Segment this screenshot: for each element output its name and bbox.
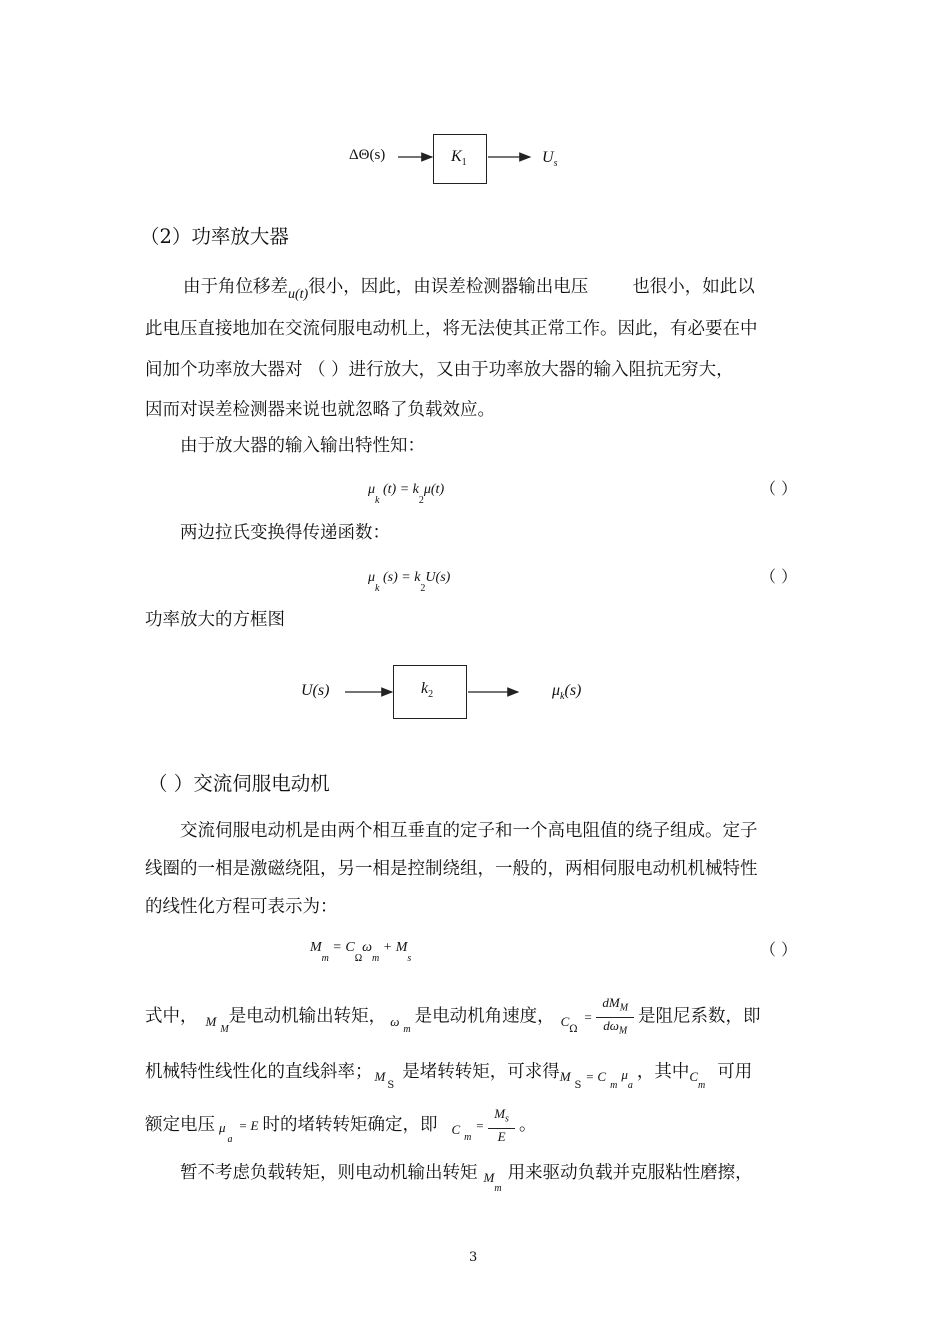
page-number: 3	[469, 1250, 478, 1265]
para1-line1: 由于角位移差$_{u(t)}$很小，因此，由误差检测器输出电压 也很小，如此以	[183, 277, 755, 302]
definition-line-1: 式中， $_{MM}$是电动机输出转矩， $_{\omega m}$是电动机角速度， $_{C\Omega}$= $dM_M$ $d\omega_M$ 是阻尼系数，即	[145, 995, 761, 1039]
para6: 暂不考虑负载转矩，则电动机输出转矩 $_{Mm}$用来驱动负载并克服粘性磨擦，	[180, 1163, 753, 1194]
diagram1-block-label: $K_1$	[451, 148, 467, 169]
para3: 两边拉氏变换得传递函数：	[180, 523, 390, 543]
equation-2-number: （ ）	[760, 567, 798, 586]
para1-line3: 间加个功率放大器对 （ ）进行放大，又由于功率放大器的输入阻抗无穷大，	[145, 360, 734, 380]
definition-line-3: 额定电压 $\mu_a= E$ 时的堵转转矩确定，即 $_{Cm}$= $\frac{M_s}{E}$ 。	[145, 1106, 537, 1146]
equation-2: $\mu_k$ $(s) = k_2U(s)$	[368, 570, 451, 594]
equation-3-number: （ ）	[760, 940, 798, 959]
equation-3: $M_m = C_\Omega\omega_m + M_s$	[310, 940, 412, 964]
damping-fraction: $dM_M$ $d\omega_M$	[596, 995, 634, 1039]
para2: 由于放大器的输入输出特性知：	[180, 436, 425, 456]
diagram2-input-label: U(s)	[301, 682, 330, 699]
cm-fraction: $\frac{M_s}{E}$	[488, 1106, 515, 1145]
para1-line2: 此电压直接地加在交流伺服电动机上，将无法使其正常工作。因此，有必要在中	[145, 319, 758, 339]
definition-line-2: 机械特性线性化的直线斜率； $_{MS}$是堵转转矩，可求得$_{MS= Cm}\mu_a$，其中$_{Cm}$可用	[145, 1062, 753, 1091]
diagram2-block-label: $k_2$	[421, 680, 434, 701]
diagram1-output-label: $U_s$	[542, 149, 558, 170]
section-heading-power-amplifier: （2）功率放大器	[140, 225, 289, 248]
diagram2-output-label: $\mu_k(s)$	[552, 682, 582, 703]
section-heading-ac-servo-motor: （ ）交流伺服电动机	[148, 772, 330, 795]
para4: 功率放大的方框图	[145, 610, 285, 630]
para5-line1: 交流伺服电动机是由两个相互垂直的定子和一个高电阻值的绕子组成。定子	[180, 821, 758, 841]
diagram1-input-label: ΔΘ(s)	[349, 147, 386, 163]
equation-1: $\mu_k$ $(t) = k_2\mu(t)$	[368, 482, 445, 506]
para1-line4: 因而对误差检测器来说也就忽略了负载效应。	[145, 400, 495, 420]
para5-line3: 的线性化方程可表示为：	[145, 897, 338, 917]
para5-line2: 线圈的一相是激磁绕阻，另一相是控制绕组，一般的，两相伺服电动机机械特性	[145, 859, 758, 879]
equation-1-number: （ ）	[760, 479, 798, 498]
